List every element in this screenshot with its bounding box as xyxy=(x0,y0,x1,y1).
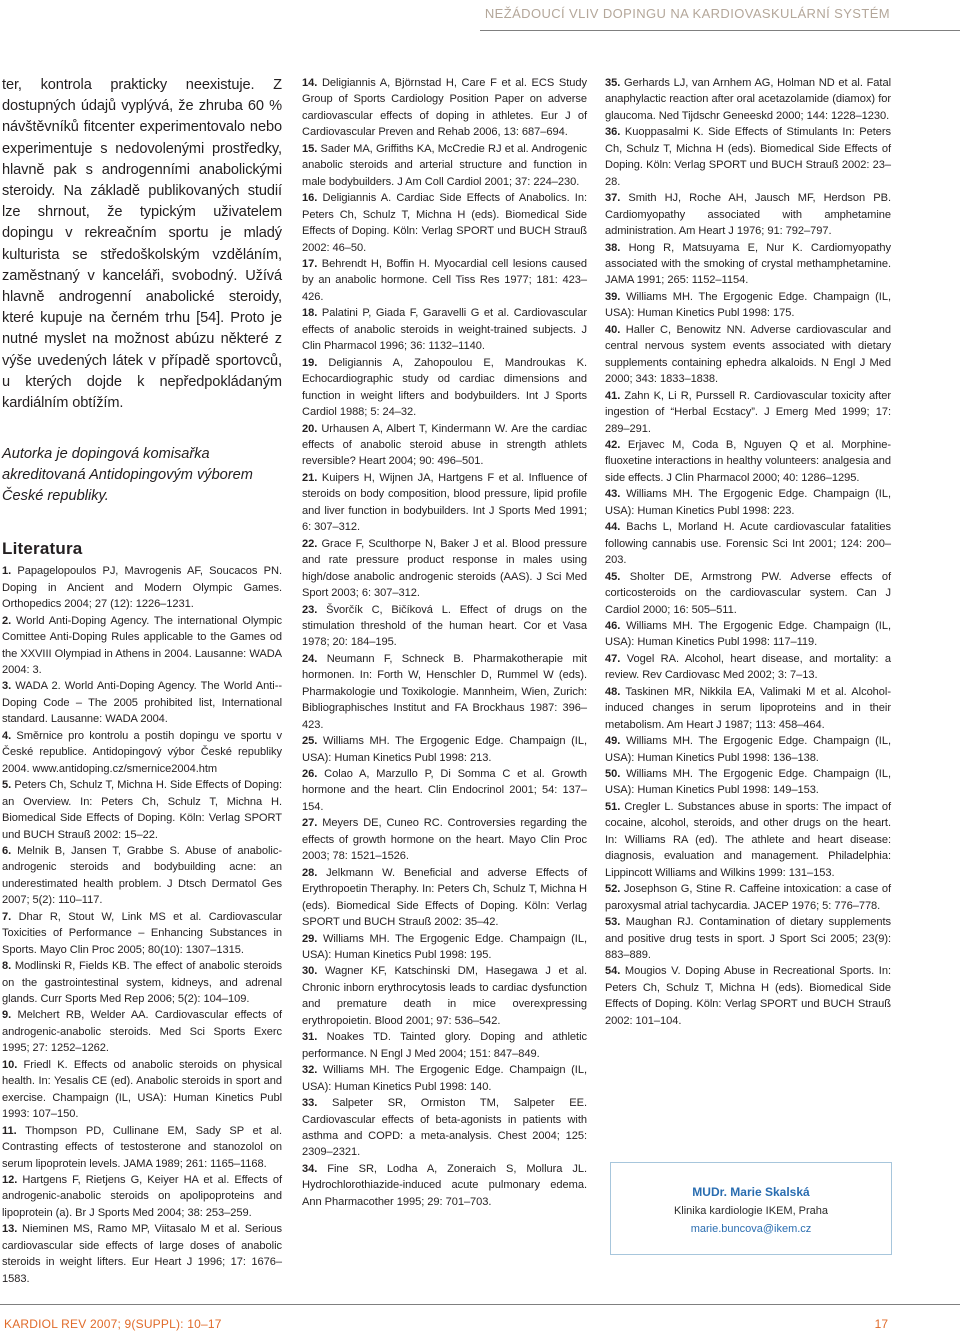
reference-text: Maughan RJ. Contamination of dietary supplements and positive drug tests in sport. J Sport Sci 2005; 23(9): 883–889. xyxy=(605,916,891,962)
reference-item xyxy=(302,75,587,141)
reference-text: Fine SR, Lodha A, Zoneraich S, Mollura JL. Hydrochlorothiazide-induced acute pulmonary edema. Ann Pharmacother 1995; 29: 701–703. xyxy=(302,1162,587,1208)
reference-item xyxy=(302,963,587,1029)
reference-item xyxy=(2,843,282,909)
reference-text: Behrendt H, Boffin H. Myocardial cell lesions caused by an anabolic hormone. Cell Tiss Res 1977; 181: 423–426. xyxy=(302,257,587,303)
reference-item xyxy=(605,651,891,684)
reference-number: 50. xyxy=(605,768,621,781)
reference-text: Taskinen MR, Nikkila EA, Valimaki M et al. Alcohol-induced changes in serum lipoproteins and in their metabolism. Am Heart J 1987; 113: 458–464. xyxy=(605,685,891,731)
reference-item xyxy=(302,1161,587,1210)
reference-item xyxy=(605,618,891,651)
reference-item xyxy=(302,602,587,651)
reference-text: Haller C, Benowitz NN. Adverse cardiovascular and central nervous system events associated with dietary supplements containing ephedra alkaloids. N Engl J Med 2000; 343: 1833–1838. xyxy=(605,323,891,386)
literature-heading: Literatura xyxy=(2,539,83,559)
reference-item xyxy=(605,124,891,190)
reference-text: Vogel RA. Alcohol, heart disease, and mortality: a review. Rev Cardiovasc Med 2002; 3: 7–13. xyxy=(605,652,891,682)
reference-item xyxy=(605,75,891,124)
reference-text: Dhar R, Stout W, Link MS et al. Cardiovascular Toxicities of Performance – Enhancing Substances in Sports. Mayo Clin Proc 2005; 80(10): 1307–1315. xyxy=(2,910,282,956)
author-contact-box xyxy=(610,1162,892,1255)
reference-number: 2. xyxy=(2,614,12,627)
reference-text: Noakes TD. Tainted glory. Doping and athletic performance. N Engl J Med 2004; 151: 847–849. xyxy=(302,1031,587,1060)
reference-item xyxy=(302,355,587,421)
header-rule xyxy=(480,30,960,31)
reference-text: Meyers DE, Cuneo RC. Controversies regarding the effects of growth hormone on the heart. Mayo Clin Proc 2003; 78: 1521–1526. xyxy=(302,817,587,863)
reference-item xyxy=(2,909,282,958)
reference-number: 44. xyxy=(605,521,621,534)
running-header xyxy=(0,0,960,40)
reference-item xyxy=(302,305,587,354)
reference-number: 40. xyxy=(605,323,621,336)
reference-number: 7. xyxy=(2,910,12,923)
reference-number: 35. xyxy=(605,77,621,89)
reference-item xyxy=(302,190,587,256)
reference-item xyxy=(605,881,891,914)
reference-number: 48. xyxy=(605,685,621,698)
reference-number: 18. xyxy=(302,307,318,320)
reference-number: 10. xyxy=(2,1058,18,1071)
reference-number: 27. xyxy=(302,817,318,830)
reference-item xyxy=(2,678,282,727)
reference-item xyxy=(605,914,891,963)
reference-number: 41. xyxy=(605,389,621,402)
reference-item xyxy=(605,289,891,322)
reference-text: Salpeter SR, Ormiston TM, Salpeter EE. Cardiovascular effects of beta-agonists in patients with asthma and COPD: a meta-analysis. Chest 2004; 125: 2309–2321. xyxy=(302,1097,587,1159)
reference-number: 42. xyxy=(605,438,621,451)
reference-text: Palatini P, Giada F, Garavelli G et al. Cardiovascular effects of anabolic steroids in weight-trained subjects. J Clin Pharmacol 1996; 36: 1132–1140. xyxy=(302,307,587,353)
reference-number: 28. xyxy=(302,866,318,879)
reference-item xyxy=(605,766,891,799)
author-email-link[interactable]: marie.buncova@ikem.cz xyxy=(690,1223,812,1235)
reference-number: 6. xyxy=(2,844,12,857)
reference-item xyxy=(302,1095,587,1161)
reference-item xyxy=(605,437,891,486)
reference-item xyxy=(302,931,587,964)
reference-item xyxy=(302,1062,587,1095)
reference-text: Neumann F, Schneck B. Pharmakotherapie mit hormonen. In: Forth W, Henschler D, Rummel W (eds). Pharmakologie und Toxikologie. Mannheim, Wien, Zurich: Bibliographisches Institut and FA Brockhaus 1987: 396–423. xyxy=(302,652,587,731)
reference-text: Williams MH. The Ergogenic Edge. Champaign (IL, USA): Human Kinetics Publ 1998: 175. xyxy=(605,290,891,320)
reference-number: 33. xyxy=(302,1097,318,1110)
reference-text: Friedl K. Effects od anabolic steroids on physical health. In: Yesalis CE (ed). Anabolic steroids in sport and exercise. Champaign (IL, USA): Human Kinetics Publ 1993: 107–150. xyxy=(2,1058,282,1121)
reference-item xyxy=(605,486,891,519)
reference-text: Wagner KF, Katschinski DM, Hasegawa J et al. Chronic inborn erythrocytosis leads to cardiac dysfunction and premature death in mice overexpressing erythropoietin. Blood 2001; 97: 536–542. xyxy=(302,965,587,1027)
reference-text: Williams MH. The Ergogenic Edge. Champaign (IL, USA): Human Kinetics Publ 1998: 149–153. xyxy=(605,768,891,797)
reference-item xyxy=(605,963,891,1029)
reference-number: 45. xyxy=(605,570,621,583)
reference-number: 21. xyxy=(302,471,318,484)
reference-text: World Anti-Doping Agency. The international Olympic Comittee Anti-Doping Rules applicable to the Games od the XXVIII Olympiad in Athens in 2004. Lausanne: WADA 2004: 3. xyxy=(2,614,282,676)
reference-item xyxy=(605,733,891,766)
running-title: NEŽÁDOUCÍ VLIV DOPINGU NA KARDIOVASKULÁRNÍ SYSTÉM xyxy=(484,6,890,21)
footer-rule xyxy=(0,1304,960,1305)
reference-number: 39. xyxy=(605,290,621,303)
reference-text: Hong R, Matsuyama E, Nur K. Cardiomyopathy associated with the smoking of crystal methamphetamine. JAMA 1991; 265: 1152–1154. xyxy=(605,241,891,287)
reference-item xyxy=(2,728,282,777)
reference-number: 20. xyxy=(302,422,318,435)
reference-list-3 xyxy=(605,75,891,1029)
reference-item xyxy=(605,240,891,289)
reference-item xyxy=(302,141,587,190)
reference-item xyxy=(605,799,891,881)
reference-text: Směrnice pro kontrolu a postih dopingu ve sportu v České republice. Antidopingový výbor České republiky 2004. www.antidoping.cz/smernice2004.htm xyxy=(2,729,282,775)
column-1 xyxy=(0,75,282,1287)
reference-text: Williams MH. The Ergogenic Edge. Champaign (IL, USA): Human Kinetics Publ 1998: 140. xyxy=(302,1064,587,1093)
reference-item xyxy=(2,613,282,679)
column-2 xyxy=(302,75,587,1210)
reference-text: Cregler L. Substances abuse in sports: The impact of cocaine, alcohol, steroids, and other drugs on the heart. In: Williams RA (ed). The athlete and heart disease: diagnosis, evaluation and management. Philadelphia: Lippincott Williams and Wilkins 1999: 131–153. xyxy=(605,800,891,879)
reference-item xyxy=(605,388,891,437)
reference-number: 29. xyxy=(302,932,318,945)
reference-number: 37. xyxy=(605,192,621,205)
reference-number: 11. xyxy=(2,1124,17,1137)
reference-item xyxy=(302,536,587,602)
reference-item xyxy=(2,1057,282,1123)
reference-text: Williams MH. The Ergogenic Edge. Champaign (IL, USA): Human Kinetics Publ 1998: 136–138. xyxy=(605,735,891,764)
reference-number: 30. xyxy=(302,965,318,978)
reference-item xyxy=(302,766,587,815)
reference-number: 17. xyxy=(302,257,318,270)
reference-item xyxy=(2,563,282,612)
reference-item xyxy=(302,733,587,766)
reference-text: Erjavec M, Coda B, Nguyen Q et al. Morphine-fluoxetine interactions in healthy volunteers: analgesia and side effects. J Clin Pharmacol 2000; 40: 1286–1295. xyxy=(605,438,891,484)
author-name: MUDr. Marie Skalská xyxy=(692,1185,810,1199)
reference-text: Papagelopoulos PJ, Mavrogenis AF, Soucacos PN. Doping in Ancient and Modern Olympic Games. Orthopedics 2004; 27 (12): 1226–1231. xyxy=(2,565,282,611)
reference-item xyxy=(605,569,891,618)
reference-text: Williams MH. The Ergogenic Edge. Champaign (IL, USA): Human Kinetics Publ 1998: 223. xyxy=(605,488,891,517)
reference-number: 49. xyxy=(605,735,621,748)
reference-text: Melchert RB, Welder AA. Cardiovascular effects of androgenic-anabolic steroids. Med Sci Sports Exerc 1995; 27: 1252–1262. xyxy=(2,1009,282,1055)
reference-number: 15. xyxy=(302,142,318,155)
reference-number: 54. xyxy=(605,965,621,978)
reference-number: 16. xyxy=(302,192,318,205)
reference-text: Gerhards LJ, van Arnhem AG, Holman ND et al. Fatal anaphylactic reaction after oral acetazolamide (diamox) for glaucoma. Ned Tijdschr Geneeskd 2000; 144: 1228–1230. xyxy=(605,77,891,122)
reference-item xyxy=(302,421,587,470)
page-number: 17 xyxy=(874,1317,888,1331)
reference-text: Sholter DE, Armstrong PW. Adverse effects of corticosteroids on the cardiovascular system. Can J Cardiol 2000; 16: 505–511. xyxy=(605,570,891,616)
reference-item xyxy=(2,1007,282,1056)
reference-text: Deligiannis A, Zahopoulou E, Mandroukas K. Echocardiographic study od cardiac dimensions and function in weight lifters and bodybuilders. Int J Sports Cardiol 1988; 5: 24–32. xyxy=(302,356,587,419)
reference-list-2 xyxy=(302,75,587,1210)
reference-text: Modlinski R, Fields KB. The effect of anabolic steroids on the gastrointestinal system, kidneys, and adrenal glands. Curr Sports Med Rep 2006; 5(2): 104–109. xyxy=(2,960,282,1006)
reference-number: 47. xyxy=(605,652,621,665)
reference-number: 12. xyxy=(2,1174,18,1187)
reference-item xyxy=(605,519,891,568)
reference-number: 26. xyxy=(302,768,318,781)
reference-item xyxy=(2,1221,282,1287)
reference-text: Hartgens F, Rietjens G, Keiyer HA et al. Effects of androgenic-anabolic steroids on apolipoproteins and lipoprotein (a). Br J Sports Med 2004; 38: 253–259. xyxy=(2,1174,282,1219)
reference-number: 23. xyxy=(302,603,318,616)
reference-number: 36. xyxy=(605,126,621,139)
reference-text: Williams MH. The Ergogenic Edge. Champaign (IL, USA): Human Kinetics Publ 1998: 213. xyxy=(302,735,587,764)
reference-number: 5. xyxy=(2,779,12,792)
reference-text: Urhausen A, Albert T, Kindermann W. Are the cardiac effects of anabolic steroid abuse in strength athlets reversible? Heart 2004; 90: 496–501. xyxy=(302,422,587,468)
reference-text: Deligiannis A, Björnstad H, Care F et al. ECS Study Group of Sports Cardiology Position Paper on adverse cardiovascular effects of doping in athletes. Eur J of Cardiovascular Preven and Rehab 2006, 13: 687–694. xyxy=(302,77,587,139)
reference-text: WADA 2. World Anti-Doping Agency. The World Anti--Doping Code – The 2005 prohibited list, International standard. Lausanne: WADA 2004. xyxy=(2,680,282,726)
reference-text: Colao A, Marzullo P, Di Somma C et al. Growth hormone and the heart. Clin Endocrinol 2001; 54: 137–154. xyxy=(302,768,587,813)
reference-text: Melnik B, Jansen T, Grabbe S. Abuse of anabolic-androgenic steroids and bodybuilding acne: an underestimated health problem. J Dtsch Dermatol Ges 2007; 5(2): 110–117. xyxy=(2,844,282,907)
reference-number: 32. xyxy=(302,1064,318,1077)
reference-text: Mougios V. Doping Abuse in Recreational Sports. In: Peters Ch, Schulz T, Michna H (eds). Biomedical Side Effects of Doping. Köln: Verlag SPORT und BUCH Strauß 2002: 101–104. xyxy=(605,965,891,1027)
reference-number: 9. xyxy=(2,1009,12,1022)
reference-item xyxy=(302,651,587,733)
reference-number: 3. xyxy=(2,680,12,693)
reference-text: Sader MA, Griffiths KA, McCredie RJ et al. Androgenic anabolic steroids and arterial structure and function in male bodybuilders. J Am Coll Cardiol 2001; 37: 224–230. xyxy=(302,142,587,188)
reference-item xyxy=(302,865,587,931)
reference-number: 1. xyxy=(2,565,12,578)
reference-text: Peters Ch, Schulz T, Michna H. Side Effects of Doping: an Overview. In: Peters Ch, Schulz T, Michna H. Biomedical Side Effects of Doping. Köln: Verlag SPORT und BUCH Strauß 2002: 15–22. xyxy=(2,779,282,841)
body-paragraph-text: ter, kontrola prakticky neexistuje. Z dostupných údajů vyplývá, že zhruba 60 % návštěvníků fitcenter experimentovalo nebo experimentuje s nedovolenými prostředky, hlavně pak s androgenními anabolickými steroidy. Na základě publikovaných studií lze shrnout, že typickým uživatelem dopingu v rekreačním sportu je mladý kulturista se středoškolským vzděláním, zaměstnaný v kanceláři, svobodný. Užívá hlavně androgenní anabolické steroidy, které kupuje na černém trhu [54]. Proto je nutné myslet na možnost abúzu některé z výše uvedených látek v případě sportovců, u kterých dojde k nepředpokládaným kardiálním obtížím. xyxy=(2,77,282,412)
reference-item xyxy=(302,256,587,305)
journal-citation: KARDIOL REV 2007; 9(SUPPL): 10–17 xyxy=(4,1317,222,1331)
reference-text: Bachs L, Morland H. Acute cardiovascular fatalities following cannabis use. Forensic Sci Int 2001; 124: 200–203. xyxy=(605,521,891,567)
reference-text: Williams MH. The Ergogenic Edge. Champaign (IL, USA): Human Kinetics Publ 1998: 117–119. xyxy=(605,619,891,649)
reference-number: 34. xyxy=(302,1162,318,1175)
reference-item xyxy=(605,190,891,239)
reference-text: Grace F, Sculthorpe N, Baker J et al. Blood pressure and rate pressure product response in males using high/dose anabolic androgenic steroids (AAS). J Sci Med Sport 2003; 6: 307–312. xyxy=(302,537,587,600)
reference-item xyxy=(2,777,282,843)
reference-text: Deligiannis A. Cardiac Side Effects of Anabolics. In: Peters Ch, Schulz T, Michna H (eds). Biomedical Side Effects of Doping. Köln: Verlag SPORT und BUCH Strauß 2002: 46–50. xyxy=(302,192,587,254)
reference-text: Zahn K, Li R, Purssell R. Cardiovascular toxicity after ingestion of “Herbal Ecstacy”. J Emerg Med 1999; 17: 289–291. xyxy=(605,389,891,435)
reference-number: 4. xyxy=(2,729,12,742)
reference-text: Josephson G, Stine R. Caffeine intoxication: a case of paroxysmal atrial tachycardia. JACEP 1976; 5: 776–778. xyxy=(605,883,891,912)
reference-number: 24. xyxy=(302,652,318,665)
reference-list-1 xyxy=(2,563,282,1287)
reference-item xyxy=(302,1029,587,1062)
reference-item xyxy=(2,958,282,1007)
body-paragraph xyxy=(2,75,282,414)
column-3 xyxy=(605,75,891,1029)
reference-text: Kuoppasalmi K. Side Effects of Stimulants In: Peters Ch, Schulz T, Michna H (eds). Biomedical Side Effects of Doping. Köln: Verlag SPORT und BUCH Strauß 2002: 23–28. xyxy=(605,126,891,188)
reference-number: 25. xyxy=(302,735,318,748)
reference-number: 14. xyxy=(302,77,318,89)
reference-text: Jelkmann W. Beneficial and adverse Effects of Erythropoetin Theraphy. In: Peters Ch, Schulz T, Michna H (eds). Biomedical Side Effects of Doping. Köln: Verlag SPORT und BUCH Strauß 2002: 35–42. xyxy=(302,866,587,929)
reference-item xyxy=(605,322,891,388)
reference-text: Švorčík C, Bičíková L. Effect of drugs on the stimulation threshold of the human heart. Cor et Vasa 1978; 20: 184–195. xyxy=(302,603,587,649)
reference-number: 46. xyxy=(605,619,621,632)
reference-text: Kuipers H, Wijnen JA, Hartgens F et al. Influence of steroids on body composition, blood pressure, lipid profile and liver function in bodybuilders. Int J Sports Med 1991; 6: 307–312. xyxy=(302,471,587,534)
reference-number: 38. xyxy=(605,241,621,254)
reference-item xyxy=(302,815,587,864)
author-affiliation: Klinika kardiologie IKEM, Praha xyxy=(673,1205,829,1217)
reference-item xyxy=(605,684,891,733)
reference-text: Williams MH. The Ergogenic Edge. Champaign (IL, USA): Human Kinetics Publ 1998: 195. xyxy=(302,932,587,962)
reference-number: 8. xyxy=(2,960,12,973)
reference-number: 43. xyxy=(605,488,621,501)
reference-number: 53. xyxy=(605,916,621,929)
reference-text: Smith HJ, Roche AH, Jausch MF, Herdson PB. Cardiomyopathy associated with amphetamine administration. Am Heart J 1976; 91: 792–797. xyxy=(605,192,891,238)
reference-number: 22. xyxy=(302,537,318,550)
reference-number: 51. xyxy=(605,800,621,813)
reference-item xyxy=(302,470,587,536)
reference-number: 13. xyxy=(2,1223,18,1236)
author-note: Autorka je dopingová komisařka akreditovaná Antidopingovým výborem České republiky. xyxy=(2,446,253,505)
reference-text: Nieminen MS, Ramo MP, Viitasalo M et al. Serious cardiovascular side effects of large doses of anabolic steroids in weight lifters. Eur Heart J 1996; 17: 1676–1583. xyxy=(2,1223,282,1285)
reference-text: Thompson PD, Cullinane EM, Sady SP et al. Contrasting effects of testosterone and stanozolol on serum lipoprotein levels. JAMA 1989; 261: 1165–1168. xyxy=(2,1124,282,1170)
reference-item xyxy=(2,1123,282,1172)
reference-number: 52. xyxy=(605,883,621,896)
reference-number: 19. xyxy=(302,356,318,369)
reference-number: 31. xyxy=(302,1031,318,1044)
reference-item xyxy=(2,1172,282,1221)
